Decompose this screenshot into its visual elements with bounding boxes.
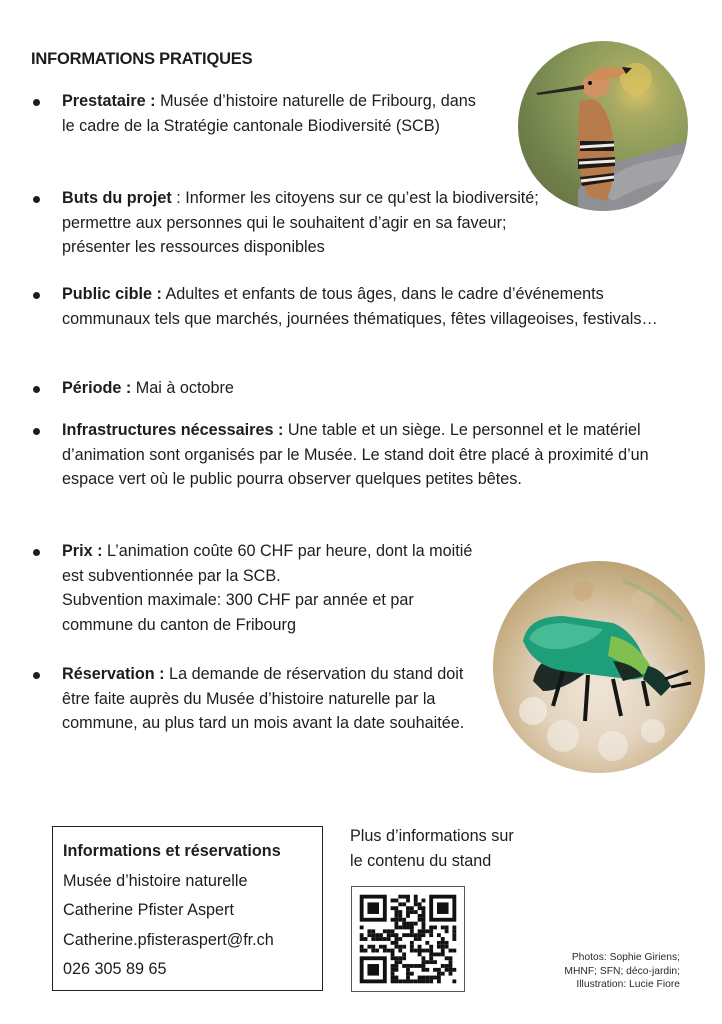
item-label: Buts du projet: [62, 189, 172, 207]
qr-module: [414, 979, 418, 983]
qr-module: [414, 895, 418, 899]
qr-module: [452, 929, 456, 933]
qr-module: [452, 949, 456, 953]
qr-module: [410, 910, 414, 914]
qr-module: [433, 976, 437, 980]
qr-module: [391, 968, 395, 972]
qr-module: [360, 949, 364, 953]
contact-email[interactable]: Catherine.pfisteraspert@fr.ch: [63, 930, 274, 949]
qr-module: [422, 949, 426, 953]
info-item-periode: [31, 376, 696, 401]
qr-module: [414, 964, 418, 968]
qr-module: [398, 956, 402, 960]
qr-module: [441, 937, 445, 941]
qr-module: [394, 945, 398, 949]
item-text: Mai à octobre: [131, 379, 234, 397]
qr-module: [394, 937, 398, 941]
qr-module: [449, 960, 453, 964]
qr-module: [425, 941, 429, 945]
qr-module: [441, 941, 445, 945]
contact-organization: Musée d’histoire naturelle: [63, 871, 248, 890]
qr-module: [418, 952, 422, 956]
qr-module: [418, 976, 422, 980]
qr-module: [449, 968, 453, 972]
qr-module: [437, 952, 441, 956]
item-text: La demande de réservation du stand doit être faite auprès du Musée d’histoire naturelle par la commune, au plus tard un mois avant la date souhaitée.: [62, 665, 465, 732]
qr-module: [402, 979, 406, 983]
item-text-subvention: Subvention maximale: 300 CHF par année et par commune du canton de Fribourg: [62, 591, 414, 634]
qr-module: [371, 937, 375, 941]
qr-module: [418, 914, 422, 918]
qr-module: [422, 976, 426, 980]
hoopoe-photo: [518, 41, 688, 211]
qr-module: [394, 910, 398, 914]
qr-module: [371, 929, 375, 933]
qr-module: [425, 949, 429, 953]
bullet-icon: [33, 549, 40, 556]
qr-code-icon: [352, 887, 464, 991]
qr-module: [402, 956, 406, 960]
item-label: Réservation :: [62, 665, 165, 683]
qr-module: [371, 933, 375, 937]
qr-module: [398, 910, 402, 914]
qr-module: [394, 976, 398, 980]
qr-module: [379, 933, 383, 937]
qr-module: [371, 945, 375, 949]
qr-module: [449, 956, 453, 960]
qr-module: [394, 918, 398, 922]
qr-module: [398, 902, 402, 906]
qr-module: [360, 926, 364, 930]
bullet-icon: [33, 428, 40, 435]
qr-module: [402, 902, 406, 906]
beetle-photo: [493, 561, 705, 773]
bullet-icon: [33, 292, 40, 299]
qr-module: [398, 960, 402, 964]
qr-module: [429, 929, 433, 933]
qr-module: [441, 972, 445, 976]
qr-module: [422, 910, 426, 914]
qr-module: [394, 926, 398, 930]
qr-module: [445, 941, 449, 945]
bullet-icon: [33, 99, 40, 106]
qr-module: [429, 926, 433, 930]
qr-module: [402, 926, 406, 930]
qr-module: [391, 976, 395, 980]
qr-module: [367, 933, 371, 937]
qr-module: [394, 964, 398, 968]
qr-module: [414, 922, 418, 926]
qr-module: [445, 926, 449, 930]
qr-module: [410, 906, 414, 910]
qr-module: [410, 979, 414, 983]
qr-module: [418, 945, 422, 949]
qr-module: [452, 926, 456, 930]
qr-module: [418, 929, 422, 933]
qr-module: [406, 964, 410, 968]
qr-module: [410, 945, 414, 949]
qr-module: [410, 929, 414, 933]
qr-module: [429, 976, 433, 980]
qr-module: [429, 933, 433, 937]
qr-module: [445, 968, 449, 972]
photo-credits: [564, 951, 680, 992]
credits-line1: Photos: Sophie Giriens;: [571, 952, 680, 963]
qr-module: [398, 945, 402, 949]
qr-module: [394, 906, 398, 910]
qr-module: [406, 910, 410, 914]
item-text: L’animation coûte 60 CHF par heure, dont la moitié est subventionnée par la SCB.: [62, 542, 473, 585]
qr-module: [394, 899, 398, 903]
item-label: Prestataire :: [62, 92, 156, 110]
qr-module: [398, 918, 402, 922]
qr-module: [402, 952, 406, 956]
info-item-prix: [31, 539, 481, 637]
qr-module: [437, 933, 441, 937]
more-info-line1: Plus d’informations sur: [350, 827, 514, 845]
qr-module: [425, 960, 429, 964]
qr-module: [391, 964, 395, 968]
qr-module: [364, 937, 368, 941]
qr-module: [425, 976, 429, 980]
qr-module: [429, 956, 433, 960]
qr-module: [422, 899, 426, 903]
qr-module: [414, 899, 418, 903]
qr-module: [360, 933, 364, 937]
qr-module: [422, 922, 426, 926]
qr-module: [422, 968, 426, 972]
qr-module: [418, 902, 422, 906]
qr-module: [406, 933, 410, 937]
qr-module: [441, 952, 445, 956]
item-label: Période :: [62, 379, 132, 397]
item-label: Prix :: [62, 542, 103, 560]
qr-module: [383, 937, 387, 941]
qr-module: [391, 906, 395, 910]
qr-module: [418, 937, 422, 941]
qr-module: [410, 941, 414, 945]
qr-module: [375, 949, 379, 953]
qr-module: [398, 926, 402, 930]
qr-module: [418, 964, 422, 968]
qr-module: [437, 972, 441, 976]
qr-module: [371, 949, 375, 953]
qr-module: [375, 937, 379, 941]
qr-module: [425, 929, 429, 933]
qr-module: [398, 895, 402, 899]
qr-module: [452, 933, 456, 937]
qr-module: [402, 895, 406, 899]
contact-name: Catherine Pfister Aspert: [63, 901, 234, 919]
qr-module: [410, 926, 414, 930]
qr-module: [383, 945, 387, 949]
qr-module: [406, 926, 410, 930]
qr-module: [410, 933, 414, 937]
qr-module: [391, 952, 395, 956]
qr-module: [360, 937, 364, 941]
qr-module: [429, 952, 433, 956]
section-title: INFORMATIONS PRATIQUES: [31, 50, 253, 68]
qr-module: [445, 964, 449, 968]
rose-chafer-beetle-icon: [493, 561, 705, 773]
qr-module: [398, 914, 402, 918]
qr-code[interactable]: [351, 886, 465, 992]
item-label: Infrastructures nécessaires :: [62, 421, 284, 439]
qr-module: [398, 949, 402, 953]
bullet-icon: [33, 196, 40, 203]
qr-module: [394, 960, 398, 964]
qr-module: [437, 979, 441, 983]
qr-module: [410, 972, 414, 976]
qr-module: [402, 945, 406, 949]
info-item-reservation: [31, 662, 471, 736]
qr-module: [422, 964, 426, 968]
credits-line2: MHNF; SFN; déco-jardin;: [564, 965, 680, 977]
qr-module: [437, 945, 441, 949]
qr-module: [422, 918, 426, 922]
qr-module: [402, 918, 406, 922]
item-text: Adultes et enfants de tous âges, dans le cadre d’événements communaux tels que marchés, journées thématiques, fêtes villageoises, festivals…: [62, 285, 658, 328]
qr-module: [394, 933, 398, 937]
qr-module: [422, 960, 426, 964]
qr-module: [422, 906, 426, 910]
qr-module: [437, 976, 441, 980]
qr-module: [391, 929, 395, 933]
qr-module: [379, 945, 383, 949]
qr-module: [402, 933, 406, 937]
qr-module: [452, 968, 456, 972]
qr-module: [449, 972, 453, 976]
qr-module: [445, 956, 449, 960]
qr-module: [387, 933, 391, 937]
qr-module: [406, 922, 410, 926]
qr-module: [422, 979, 426, 983]
qr-module: [394, 979, 398, 983]
qr-module: [391, 979, 395, 983]
qr-module: [429, 960, 433, 964]
qr-module: [375, 933, 379, 937]
qr-module: [433, 968, 437, 972]
qr-module: [414, 937, 418, 941]
qr-module: [433, 926, 437, 930]
qr-module: [406, 906, 410, 910]
qr-module: [410, 964, 414, 968]
qr-module: [406, 968, 410, 972]
qr-module: [429, 945, 433, 949]
item-text: : Informer les citoyens sur ce qu’est la biodiversité; permettre aux personnes qui le souhaitent d’agir en sa faveur; présenter les ressources disponibles: [62, 189, 539, 256]
qr-module: [394, 922, 398, 926]
qr-module: [398, 979, 402, 983]
qr-module: [425, 979, 429, 983]
qr-module: [406, 914, 410, 918]
qr-module: [391, 933, 395, 937]
qr-module: [402, 964, 406, 968]
more-info-text: [350, 824, 514, 874]
qr-module: [394, 941, 398, 945]
qr-module: [452, 937, 456, 941]
qr-module: [445, 929, 449, 933]
qr-module: [391, 941, 395, 945]
qr-module: [452, 979, 456, 983]
qr-module: [387, 937, 391, 941]
qr-module: [441, 945, 445, 949]
qr-module: [387, 929, 391, 933]
qr-module: [422, 914, 426, 918]
qr-module: [398, 937, 402, 941]
qr-module: [406, 979, 410, 983]
qr-module: [367, 929, 371, 933]
qr-module: [379, 937, 383, 941]
info-item-infrastructures: [31, 418, 696, 492]
qr-module: [433, 960, 437, 964]
more-info-line2: le contenu du stand: [350, 852, 492, 870]
qr-module: [410, 922, 414, 926]
qr-module: [391, 918, 395, 922]
qr-module: [437, 968, 441, 972]
qr-module: [406, 899, 410, 903]
qr-module: [406, 895, 410, 899]
qr-module: [449, 949, 453, 953]
qr-module: [418, 949, 422, 953]
qr-module: [449, 964, 453, 968]
qr-module: [406, 972, 410, 976]
qr-module: [418, 918, 422, 922]
info-item-prestataire: [31, 89, 481, 138]
qr-module: [418, 933, 422, 937]
qr-module: [402, 922, 406, 926]
qr-module: [360, 945, 364, 949]
qr-module: [367, 945, 371, 949]
qr-module: [410, 949, 414, 953]
info-item-buts: [31, 186, 546, 260]
qr-module: [383, 949, 387, 953]
qr-module: [414, 949, 418, 953]
qr-module: [391, 949, 395, 953]
contact-title: Informations et réservations: [63, 842, 281, 860]
qr-module: [441, 964, 445, 968]
item-label: Public cible :: [62, 285, 162, 303]
qr-module: [418, 906, 422, 910]
qr-module: [425, 968, 429, 972]
item-text: Musée d’histoire naturelle de Fribourg, dans le cadre de la Stratégie cantonale Biodiversité (SCB): [62, 92, 476, 135]
bullet-icon: [33, 672, 40, 679]
qr-module: [433, 952, 437, 956]
qr-module: [394, 914, 398, 918]
qr-module: [414, 910, 418, 914]
contact-box: [52, 826, 323, 991]
qr-module: [441, 949, 445, 953]
qr-module: [391, 899, 395, 903]
qr-module: [422, 956, 426, 960]
qr-module: [437, 941, 441, 945]
info-item-public: [31, 282, 696, 331]
hoopoe-bird-icon: [518, 41, 688, 211]
qr-module: [445, 945, 449, 949]
qr-module: [391, 972, 395, 976]
qr-module: [406, 976, 410, 980]
qr-module: [429, 949, 433, 953]
qr-module: [422, 926, 426, 930]
qr-module: [422, 933, 426, 937]
credits-line3: Illustration: Lucie Fiore: [576, 979, 680, 990]
qr-module: [418, 979, 422, 983]
qr-module: [394, 956, 398, 960]
qr-module: [414, 933, 418, 937]
qr-module: [394, 968, 398, 972]
qr-module: [414, 902, 418, 906]
qr-module: [422, 929, 426, 933]
bullet-icon: [33, 386, 40, 393]
contact-phone[interactable]: 026 305 89 65: [63, 960, 167, 978]
qr-module: [429, 979, 433, 983]
qr-module: [383, 929, 387, 933]
qr-module: [391, 956, 395, 960]
item-text: Une table et un siège. Le personnel et le matériel d’animation sont organisés par le Musée. Le stand doit être placé à proximité d’un espace vert où le public pourra observer quelques petites bêtes.: [62, 421, 649, 488]
qr-module: [387, 949, 391, 953]
qr-module: [364, 949, 368, 953]
qr-module: [441, 926, 445, 930]
